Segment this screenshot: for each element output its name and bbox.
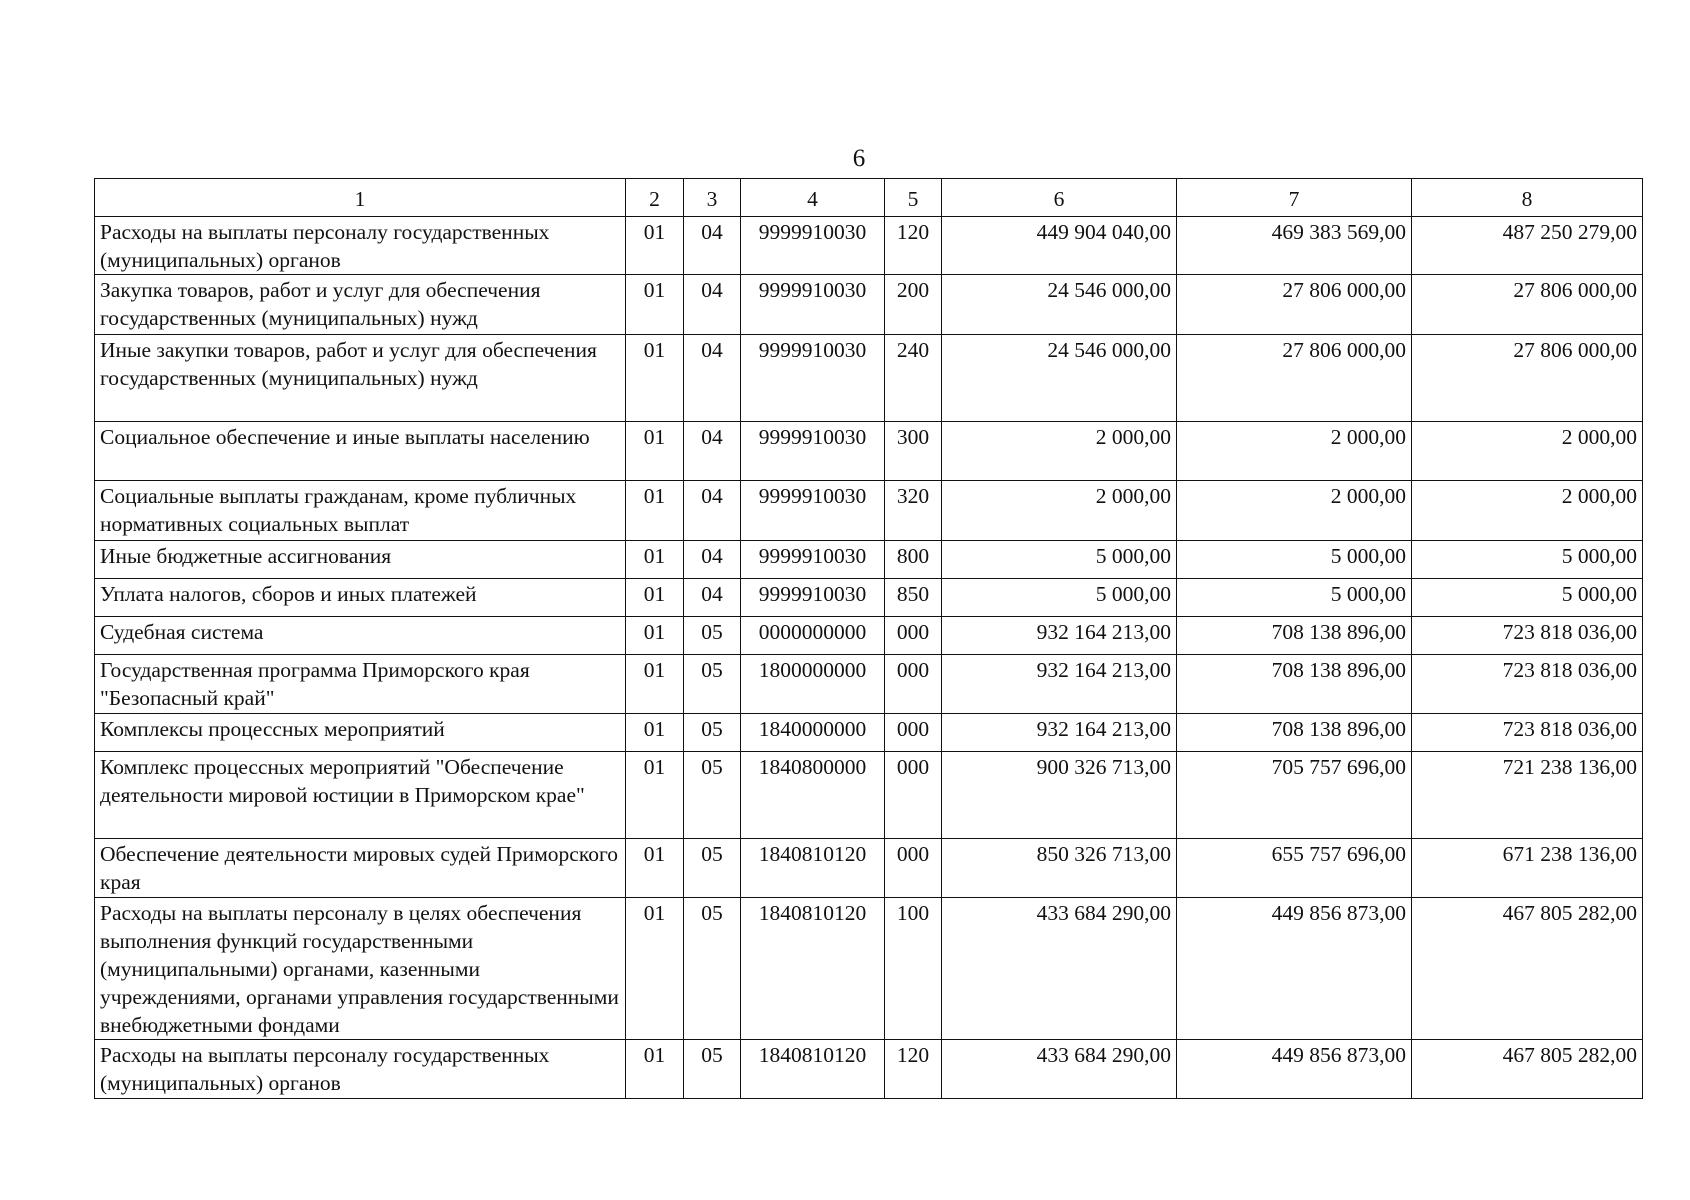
item-name: Иные закупки товаров, работ и услуг для обеспечения государственных (муниципальных) нужд [95,335,626,422]
budget-table [94,178,1643,1099]
subsection-code: 05 [684,714,741,752]
amount-col8: 487 250 279,00 [1412,217,1643,275]
item-name: Комплексы процессных мероприятий [95,714,626,752]
amount-col7: 708 138 896,00 [1177,617,1412,655]
amount-col6: 932 164 213,00 [942,617,1177,655]
amount-col8: 27 806 000,00 [1412,335,1643,422]
section-code: 01 [626,217,684,275]
item-name: Комплекс процессных мероприятий "Обеспечение деятельности мировой юстиции в Приморском крае" [95,752,626,839]
amount-col7: 27 806 000,00 [1177,275,1412,335]
amount-col8: 723 818 036,00 [1412,714,1643,752]
amount-col6: 932 164 213,00 [942,655,1177,714]
page-number: 6 [852,145,866,172]
amount-col6: 449 904 040,00 [942,217,1177,275]
subsection-code: 05 [684,898,741,1040]
target-article-code: 1840810120 [741,1040,885,1099]
subsection-code: 05 [684,655,741,714]
amount-col7: 708 138 896,00 [1177,714,1412,752]
subsection-code: 05 [684,839,741,898]
expense-type-code: 200 [885,275,942,335]
target-article-code: 1840810120 [741,839,885,898]
target-article-code: 1840800000 [741,752,885,839]
target-article-code: 1840810120 [741,898,885,1040]
expense-type-code: 240 [885,335,942,422]
table-row [95,422,1643,481]
expense-type-code: 000 [885,617,942,655]
amount-col8: 671 238 136,00 [1412,839,1643,898]
table-row [95,275,1643,335]
section-code: 01 [626,714,684,752]
target-article-code: 9999910030 [741,217,885,275]
item-name: Социальные выплаты гражданам, кроме публичных нормативных социальных выплат [95,481,626,541]
subsection-code: 04 [684,541,741,579]
table-row [95,579,1643,617]
section-code: 01 [626,752,684,839]
expense-type-code: 120 [885,1040,942,1099]
amount-col6: 24 546 000,00 [942,335,1177,422]
column-header: 2 [626,179,684,217]
amount-col7: 2 000,00 [1177,422,1412,481]
table-row [95,617,1643,655]
amount-col6: 5 000,00 [942,541,1177,579]
expense-type-code: 000 [885,655,942,714]
amount-col8: 5 000,00 [1412,579,1643,617]
target-article-code: 9999910030 [741,541,885,579]
table-row [95,1040,1643,1099]
amount-col7: 5 000,00 [1177,541,1412,579]
item-name: Закупка товаров, работ и услуг для обеспечения государственных (муниципальных) нужд [95,275,626,335]
item-name: Обеспечение деятельности мировых судей Приморского края [95,839,626,898]
column-header: 1 [95,179,626,217]
item-name: Иные бюджетные ассигнования [95,541,626,579]
item-name: Социальное обеспечение и иные выплаты населению [95,422,626,481]
section-code: 01 [626,481,684,541]
amount-col6: 433 684 290,00 [942,1040,1177,1099]
expense-type-code: 120 [885,217,942,275]
amount-col8: 2 000,00 [1412,481,1643,541]
amount-col7: 449 856 873,00 [1177,1040,1412,1099]
column-header: 3 [684,179,741,217]
amount-col8: 721 238 136,00 [1412,752,1643,839]
amount-col8: 723 818 036,00 [1412,655,1643,714]
amount-col7: 705 757 696,00 [1177,752,1412,839]
table-row [95,839,1643,898]
expense-type-code: 320 [885,481,942,541]
subsection-code: 04 [684,579,741,617]
subsection-code: 05 [684,1040,741,1099]
amount-col6: 433 684 290,00 [942,898,1177,1040]
target-article-code: 9999910030 [741,335,885,422]
amount-col6: 2 000,00 [942,481,1177,541]
target-article-code: 0000000000 [741,617,885,655]
subsection-code: 04 [684,481,741,541]
table-row [95,541,1643,579]
amount-col7: 708 138 896,00 [1177,655,1412,714]
item-name: Государственная программа Приморского края "Безопасный край" [95,655,626,714]
amount-col7: 655 757 696,00 [1177,839,1412,898]
amount-col7: 27 806 000,00 [1177,335,1412,422]
section-code: 01 [626,275,684,335]
section-code: 01 [626,898,684,1040]
column-header: 8 [1412,179,1643,217]
expense-type-code: 100 [885,898,942,1040]
section-code: 01 [626,541,684,579]
expense-type-code: 800 [885,541,942,579]
target-article-code: 9999910030 [741,481,885,541]
section-code: 01 [626,1040,684,1099]
subsection-code: 04 [684,275,741,335]
amount-col6: 900 326 713,00 [942,752,1177,839]
amount-col8: 467 805 282,00 [1412,1040,1643,1099]
amount-col6: 932 164 213,00 [942,714,1177,752]
amount-col8: 723 818 036,00 [1412,617,1643,655]
amount-col8: 2 000,00 [1412,422,1643,481]
amount-col8: 27 806 000,00 [1412,275,1643,335]
expense-type-code: 000 [885,752,942,839]
table-row [95,217,1643,275]
expense-type-code: 000 [885,714,942,752]
section-code: 01 [626,335,684,422]
table-row [95,752,1643,839]
target-article-code: 1840000000 [741,714,885,752]
column-header: 6 [942,179,1177,217]
amount-col8: 467 805 282,00 [1412,898,1643,1040]
subsection-code: 04 [684,335,741,422]
target-article-code: 9999910030 [741,422,885,481]
subsection-code: 04 [684,217,741,275]
subsection-code: 05 [684,752,741,839]
amount-col8: 5 000,00 [1412,541,1643,579]
table-row [95,335,1643,422]
target-article-code: 9999910030 [741,275,885,335]
item-name: Расходы на выплаты персоналу в целях обеспечения выполнения функций государственными (муниципальными) органами, казенными учреждениями, органами управления государственными внебюджетными фондами [95,898,626,1040]
target-article-code: 1800000000 [741,655,885,714]
section-code: 01 [626,617,684,655]
amount-col6: 2 000,00 [942,422,1177,481]
table-header-row [95,179,1643,217]
column-header: 4 [741,179,885,217]
item-name: Расходы на выплаты персоналу государственных (муниципальных) органов [95,1040,626,1099]
table-row [95,714,1643,752]
amount-col6: 850 326 713,00 [942,839,1177,898]
expense-type-code: 000 [885,839,942,898]
amount-col6: 5 000,00 [942,579,1177,617]
item-name: Уплата налогов, сборов и иных платежей [95,579,626,617]
table-row [95,655,1643,714]
section-code: 01 [626,839,684,898]
item-name: Судебная система [95,617,626,655]
amount-col7: 2 000,00 [1177,481,1412,541]
section-code: 01 [626,579,684,617]
table-row [95,481,1643,541]
subsection-code: 04 [684,422,741,481]
amount-col7: 449 856 873,00 [1177,898,1412,1040]
section-code: 01 [626,655,684,714]
column-header: 5 [885,179,942,217]
expense-type-code: 850 [885,579,942,617]
subsection-code: 05 [684,617,741,655]
amount-col7: 5 000,00 [1177,579,1412,617]
item-name: Расходы на выплаты персоналу государственных (муниципальных) органов [95,217,626,275]
target-article-code: 9999910030 [741,579,885,617]
section-code: 01 [626,422,684,481]
amount-col7: 469 383 569,00 [1177,217,1412,275]
amount-col6: 24 546 000,00 [942,275,1177,335]
table-row [95,898,1643,1040]
column-header: 7 [1177,179,1412,217]
expense-type-code: 300 [885,422,942,481]
